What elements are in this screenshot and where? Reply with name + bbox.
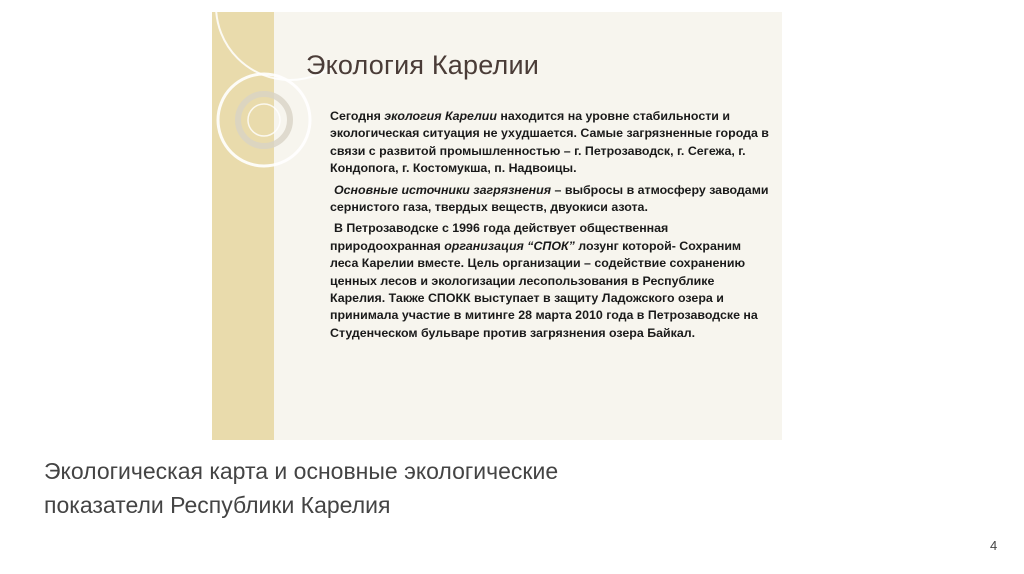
paragraph-3-text-a: В Петрозаводске с 1996 года действует общественная природоохранная (330, 221, 669, 253)
slide-body-text (330, 108, 770, 346)
paragraph-2 (330, 182, 770, 217)
paragraph-2-text: – выбросы в атмосферу заводами сернистого газа, твердых веществ, двуокиси азота. (330, 182, 769, 215)
slide-caption: Экологическая карта и основные экологические показатели Республики Карелия (44, 458, 559, 518)
paragraph-3-text-b: лозунг которой- Сохраним леса Карелии вместе. Цель организации – содействие сохранению ценных лесов и экологизации лесопользования в Республике Карелия. Также СПОКК выступает в защиту Ладожского озера и принимала участие в митинге 28 марта 2010 года в Петрозаводске на Студенческом бульваре против загрязнения озера Байкал. (330, 238, 758, 340)
paragraph-1-emphasis: экология Карелии (384, 109, 497, 123)
paragraph-1-text-b: находится на уровне стабильности и экологическая ситуация не ухудшается. Самые загрязненные города в связи с развитой промышленностью – г. Петрозаводск, г. Сегежа, г. Кондопога, г. Костомукша, п. Надвоицы. (330, 109, 769, 176)
slide-title: Экология Карелии (306, 50, 540, 80)
paragraph-3 (330, 220, 770, 342)
page-number: 4 (990, 538, 998, 553)
paragraph-2-emphasis: Основные источники загрязнения (334, 182, 552, 197)
paragraph-1 (330, 108, 770, 178)
paragraph-1-text-a: Сегодня (330, 109, 385, 123)
paragraph-3-emphasis: организация “СПОК” (444, 238, 575, 253)
decorative-circles-icon (212, 12, 332, 192)
embedded-slide-image (212, 12, 782, 440)
